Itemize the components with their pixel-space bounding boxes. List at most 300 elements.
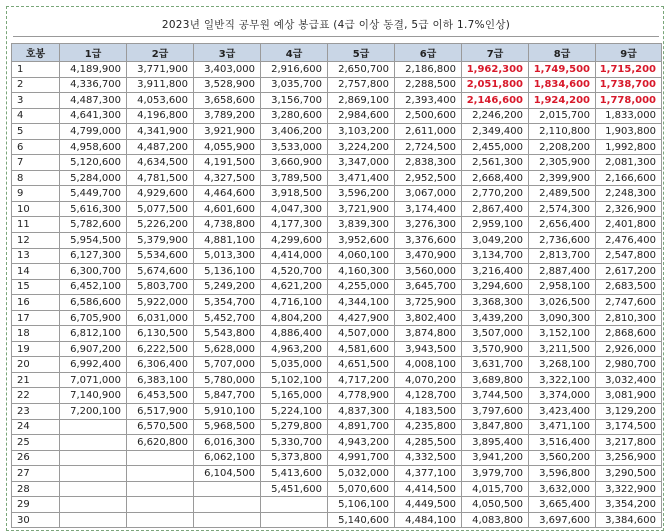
salary-cell: 3,268,100 (529, 357, 596, 373)
salary-cell: 3,528,900 (194, 77, 261, 93)
salary-cell: 3,294,600 (462, 279, 529, 295)
salary-cell: 5,847,700 (194, 388, 261, 404)
salary-cell (60, 497, 127, 513)
salary-cell: 5,136,100 (194, 264, 261, 280)
step-cell: 14 (12, 264, 60, 280)
table-row (12, 481, 662, 497)
salary-cell: 3,697,600 (529, 512, 596, 528)
salary-cell: 3,035,700 (261, 77, 328, 93)
salary-cell: 2,980,700 (596, 357, 662, 373)
salary-cell: 3,174,400 (395, 201, 462, 217)
salary-cell: 3,224,200 (328, 139, 395, 155)
table-row (12, 341, 662, 357)
salary-cell: 6,586,600 (60, 295, 127, 311)
salary-cell: 3,943,500 (395, 341, 462, 357)
salary-cell: 6,907,200 (60, 341, 127, 357)
header-grade-1: 1급 (60, 44, 127, 62)
salary-cell: 2,110,800 (529, 124, 596, 140)
salary-cell: 4,189,900 (60, 62, 127, 78)
salary-cell: 4,341,900 (127, 124, 194, 140)
salary-cell: 6,812,100 (60, 326, 127, 342)
salary-cell: 2,958,100 (529, 279, 596, 295)
salary-cell: 4,047,300 (261, 201, 328, 217)
step-cell: 17 (12, 310, 60, 326)
table-row (12, 170, 662, 186)
table-row (12, 372, 662, 388)
salary-cell: 2,724,500 (395, 139, 462, 155)
step-cell: 18 (12, 326, 60, 342)
salary-cell: 4,641,300 (60, 108, 127, 124)
salary-cell: 4,255,000 (328, 279, 395, 295)
salary-cell: 5,013,300 (194, 248, 261, 264)
salary-cell: 5,707,000 (194, 357, 261, 373)
salary-cell: 3,516,400 (529, 435, 596, 451)
salary-cell: 4,837,300 (328, 404, 395, 420)
salary-cell: 4,804,200 (261, 310, 328, 326)
table-row (12, 108, 662, 124)
salary-cell: 2,867,400 (462, 201, 529, 217)
salary-cell: 4,083,800 (462, 512, 529, 528)
salary-cell (60, 512, 127, 528)
header-grade-8: 8급 (529, 44, 596, 62)
salary-cell: 2,869,100 (328, 93, 395, 109)
salary-cell: 2,952,500 (395, 170, 462, 186)
salary-cell: 3,174,500 (596, 419, 662, 435)
salary-cell: 3,918,500 (261, 186, 328, 202)
header-grade-3: 3급 (194, 44, 261, 62)
salary-cell: 4,449,500 (395, 497, 462, 513)
salary-cell: 3,026,500 (529, 295, 596, 311)
step-cell: 25 (12, 435, 60, 451)
salary-cell: 2,887,400 (529, 264, 596, 280)
salary-cell: 3,374,000 (529, 388, 596, 404)
step-cell: 19 (12, 341, 60, 357)
salary-cell: 5,413,600 (261, 466, 328, 482)
step-cell: 29 (12, 497, 60, 513)
header-grade-6: 6급 (395, 44, 462, 62)
salary-cell: 3,725,900 (395, 295, 462, 311)
step-cell: 23 (12, 404, 60, 420)
salary-cell: 5,910,100 (194, 404, 261, 420)
salary-cell: 3,789,500 (261, 170, 328, 186)
salary-cell: 2,166,600 (596, 170, 662, 186)
salary-cell: 5,249,200 (194, 279, 261, 295)
table-row (12, 435, 662, 451)
salary-cell: 3,156,700 (261, 93, 328, 109)
salary-cell: 2,617,200 (596, 264, 662, 280)
step-cell: 20 (12, 357, 60, 373)
step-cell: 11 (12, 217, 60, 233)
salary-cell: 4,427,900 (328, 310, 395, 326)
salary-cell: 4,487,300 (60, 93, 127, 109)
table-row (12, 310, 662, 326)
salary-cell: 5,032,000 (328, 466, 395, 482)
salary-cell: 5,452,700 (194, 310, 261, 326)
salary-cell: 2,984,600 (328, 108, 395, 124)
salary-cell: 5,226,200 (127, 217, 194, 233)
salary-cell: 5,035,000 (261, 357, 328, 373)
header-grade-2: 2급 (127, 44, 194, 62)
salary-cell: 6,130,500 (127, 326, 194, 342)
salary-cell: 5,373,800 (261, 450, 328, 466)
salary-cell (127, 481, 194, 497)
salary-cell: 5,543,800 (194, 326, 261, 342)
table-row (12, 326, 662, 342)
salary-cell: 1,834,600 (529, 77, 596, 93)
salary-cell: 2,683,500 (596, 279, 662, 295)
salary-cell: 4,487,200 (127, 139, 194, 155)
salary-cell: 4,053,600 (127, 93, 194, 109)
salary-table (11, 43, 662, 528)
salary-cell: 2,500,600 (395, 108, 462, 124)
salary-cell: 4,601,600 (194, 201, 261, 217)
salary-cell: 4,327,500 (194, 170, 261, 186)
salary-cell: 3,347,000 (328, 155, 395, 171)
salary-cell: 3,049,200 (462, 233, 529, 249)
salary-cell: 2,248,300 (596, 186, 662, 202)
salary-cell: 4,183,500 (395, 404, 462, 420)
table-row (12, 77, 662, 93)
step-cell: 24 (12, 419, 60, 435)
salary-cell (60, 481, 127, 497)
salary-cell: 2,476,400 (596, 233, 662, 249)
salary-cell: 3,152,100 (529, 326, 596, 342)
header-grade-9: 9급 (596, 44, 662, 62)
salary-cell: 6,383,100 (127, 372, 194, 388)
step-cell: 4 (12, 108, 60, 124)
salary-cell: 7,071,000 (60, 372, 127, 388)
step-cell: 30 (12, 512, 60, 528)
salary-cell: 3,596,200 (328, 186, 395, 202)
salary-cell: 3,658,600 (194, 93, 261, 109)
step-cell: 5 (12, 124, 60, 140)
salary-cell (60, 466, 127, 482)
salary-cell: 2,146,600 (462, 93, 529, 109)
salary-cell: 2,656,400 (529, 217, 596, 233)
table-row (12, 217, 662, 233)
salary-cell: 5,102,100 (261, 372, 328, 388)
salary-cell: 3,660,900 (261, 155, 328, 171)
salary-cell: 5,616,300 (60, 201, 127, 217)
salary-cell: 6,517,900 (127, 404, 194, 420)
salary-cell: 3,471,400 (328, 170, 395, 186)
salary-cell: 3,632,000 (529, 481, 596, 497)
salary-cell: 2,650,700 (328, 62, 395, 78)
salary-cell: 4,881,100 (194, 233, 261, 249)
salary-cell: 4,581,600 (328, 341, 395, 357)
salary-cell: 4,886,400 (261, 326, 328, 342)
salary-cell: 5,674,600 (127, 264, 194, 280)
salary-cell: 4,336,700 (60, 77, 127, 93)
salary-cell: 5,077,500 (127, 201, 194, 217)
salary-cell: 5,968,500 (194, 419, 261, 435)
header-grade-7: 7급 (462, 44, 529, 62)
table-row (12, 357, 662, 373)
salary-cell (194, 512, 261, 528)
salary-cell: 4,050,500 (462, 497, 529, 513)
header-step: 호봉 (12, 44, 60, 62)
table-row (12, 466, 662, 482)
salary-cell: 3,322,900 (596, 481, 662, 497)
salary-cell: 6,062,100 (194, 450, 261, 466)
salary-cell: 3,354,200 (596, 497, 662, 513)
salary-cell: 3,721,900 (328, 201, 395, 217)
salary-cell: 3,384,600 (596, 512, 662, 528)
salary-cell: 3,689,800 (462, 372, 529, 388)
salary-cell: 2,288,500 (395, 77, 462, 93)
table-row (12, 201, 662, 217)
salary-cell: 1,778,000 (596, 93, 662, 109)
salary-cell: 3,067,000 (395, 186, 462, 202)
table-row (12, 404, 662, 420)
salary-cell: 4,716,100 (261, 295, 328, 311)
salary-cell: 3,941,200 (462, 450, 529, 466)
step-cell: 26 (12, 450, 60, 466)
salary-cell: 4,484,100 (395, 512, 462, 528)
salary-cell: 3,979,700 (462, 466, 529, 482)
salary-cell: 2,349,400 (462, 124, 529, 140)
salary-cell: 2,015,700 (529, 108, 596, 124)
salary-cell: 4,191,500 (194, 155, 261, 171)
salary-cell: 2,561,300 (462, 155, 529, 171)
table-row (12, 248, 662, 264)
salary-cell: 5,120,600 (60, 155, 127, 171)
salary-cell: 2,455,000 (462, 139, 529, 155)
step-cell: 6 (12, 139, 60, 155)
salary-cell: 3,507,000 (462, 326, 529, 342)
table-row (12, 497, 662, 513)
salary-cell: 4,929,600 (127, 186, 194, 202)
salary-cell: 3,032,400 (596, 372, 662, 388)
salary-cell: 4,332,500 (395, 450, 462, 466)
salary-cell: 3,081,900 (596, 388, 662, 404)
salary-cell: 4,738,800 (194, 217, 261, 233)
step-cell: 2 (12, 77, 60, 93)
step-cell: 15 (12, 279, 60, 295)
salary-cell: 4,344,100 (328, 295, 395, 311)
salary-cell: 4,778,900 (328, 388, 395, 404)
salary-cell: 4,015,700 (462, 481, 529, 497)
step-cell: 8 (12, 170, 60, 186)
salary-cell: 3,290,500 (596, 466, 662, 482)
step-cell: 27 (12, 466, 60, 482)
salary-cell: 6,620,800 (127, 435, 194, 451)
salary-cell: 1,715,200 (596, 62, 662, 78)
salary-cell (127, 497, 194, 513)
salary-cell: 3,560,000 (395, 264, 462, 280)
salary-cell: 6,570,500 (127, 419, 194, 435)
table-row (12, 450, 662, 466)
salary-cell: 3,280,600 (261, 108, 328, 124)
salary-cell: 2,747,600 (596, 295, 662, 311)
salary-cell: 3,631,700 (462, 357, 529, 373)
salary-cell: 5,922,000 (127, 295, 194, 311)
salary-cell: 3,406,200 (261, 124, 328, 140)
salary-cell: 2,926,000 (596, 341, 662, 357)
salary-cell: 5,782,600 (60, 217, 127, 233)
salary-cell: 5,379,900 (127, 233, 194, 249)
step-cell: 21 (12, 372, 60, 388)
salary-cell (127, 512, 194, 528)
salary-cell (60, 419, 127, 435)
salary-cell: 3,423,400 (529, 404, 596, 420)
salary-cell: 2,393,400 (395, 93, 462, 109)
salary-cell: 3,533,000 (261, 139, 328, 155)
salary-cell: 6,452,100 (60, 279, 127, 295)
salary-cell: 4,943,200 (328, 435, 395, 451)
salary-cell: 6,222,500 (127, 341, 194, 357)
salary-cell: 3,797,600 (462, 404, 529, 420)
salary-cell: 1,738,700 (596, 77, 662, 93)
salary-cell: 3,895,400 (462, 435, 529, 451)
salary-cell: 2,081,300 (596, 155, 662, 171)
salary-cell: 3,771,900 (127, 62, 194, 78)
salary-cell: 4,377,100 (395, 466, 462, 482)
step-cell: 7 (12, 155, 60, 171)
salary-cell: 3,256,900 (596, 450, 662, 466)
salary-cell: 3,789,200 (194, 108, 261, 124)
salary-cell: 5,534,600 (127, 248, 194, 264)
salary-cell: 2,326,900 (596, 201, 662, 217)
salary-cell (194, 481, 261, 497)
salary-cell: 3,368,300 (462, 295, 529, 311)
salary-cell: 3,439,200 (462, 310, 529, 326)
salary-cell: 3,276,300 (395, 217, 462, 233)
step-cell: 28 (12, 481, 60, 497)
salary-cell (194, 497, 261, 513)
salary-cell: 3,570,900 (462, 341, 529, 357)
salary-cell: 4,507,000 (328, 326, 395, 342)
step-cell: 3 (12, 93, 60, 109)
table-row (12, 512, 662, 528)
salary-cell: 4,634,500 (127, 155, 194, 171)
table-row (12, 155, 662, 171)
salary-cell: 2,208,200 (529, 139, 596, 155)
salary-cell: 3,744,500 (462, 388, 529, 404)
salary-cell: 5,284,000 (60, 170, 127, 186)
header-row (12, 44, 662, 62)
step-cell: 9 (12, 186, 60, 202)
salary-cell: 2,401,800 (596, 217, 662, 233)
salary-cell: 6,306,400 (127, 357, 194, 373)
salary-cell: 2,246,200 (462, 108, 529, 124)
salary-cell: 4,891,700 (328, 419, 395, 435)
salary-cell: 5,451,600 (261, 481, 328, 497)
salary-cell: 4,520,700 (261, 264, 328, 280)
table-row (12, 186, 662, 202)
salary-cell (261, 512, 328, 528)
salary-cell: 3,129,200 (596, 404, 662, 420)
salary-cell: 7,140,900 (60, 388, 127, 404)
salary-cell: 5,165,000 (261, 388, 328, 404)
salary-cell: 3,376,600 (395, 233, 462, 249)
salary-cell: 2,668,400 (462, 170, 529, 186)
salary-cell: 5,279,800 (261, 419, 328, 435)
salary-cell: 2,611,000 (395, 124, 462, 140)
salary-cell: 4,799,000 (60, 124, 127, 140)
table-title: 2023년 일반직 공무원 예상 봉급표 (4급 이상 동결, 5급 이하 1.7%인상) (13, 15, 659, 37)
salary-cell: 3,211,500 (529, 341, 596, 357)
salary-cell: 2,813,700 (529, 248, 596, 264)
salary-cell: 2,916,600 (261, 62, 328, 78)
salary-cell: 4,128,700 (395, 388, 462, 404)
salary-cell: 4,717,200 (328, 372, 395, 388)
salary-cell: 2,810,300 (596, 310, 662, 326)
salary-cell: 3,645,700 (395, 279, 462, 295)
salary-cell: 4,991,700 (328, 450, 395, 466)
salary-cell: 1,924,200 (529, 93, 596, 109)
table-row (12, 139, 662, 155)
salary-cell: 4,060,100 (328, 248, 395, 264)
salary-cell: 5,140,600 (328, 512, 395, 528)
salary-cell: 4,651,500 (328, 357, 395, 373)
header-grade-4: 4급 (261, 44, 328, 62)
salary-cell: 2,051,800 (462, 77, 529, 93)
salary-cell: 6,453,500 (127, 388, 194, 404)
salary-cell: 4,414,000 (261, 248, 328, 264)
salary-cell: 5,106,100 (328, 497, 395, 513)
salary-cell: 1,903,800 (596, 124, 662, 140)
salary-cell: 4,196,800 (127, 108, 194, 124)
table-row (12, 233, 662, 249)
salary-cell: 3,403,000 (194, 62, 261, 78)
salary-cell: 6,705,900 (60, 310, 127, 326)
salary-cell: 1,749,500 (529, 62, 596, 78)
salary-cell: 5,070,600 (328, 481, 395, 497)
salary-cell: 2,757,800 (328, 77, 395, 93)
salary-cell: 4,235,800 (395, 419, 462, 435)
salary-cell: 5,330,700 (261, 435, 328, 451)
salary-cell: 3,103,200 (328, 124, 395, 140)
step-cell: 1 (12, 62, 60, 78)
salary-cell: 3,952,600 (328, 233, 395, 249)
salary-cell: 6,992,400 (60, 357, 127, 373)
salary-cell (60, 450, 127, 466)
salary-cell: 6,104,500 (194, 466, 261, 482)
table-row (12, 264, 662, 280)
salary-cell: 2,959,100 (462, 217, 529, 233)
table-row (12, 419, 662, 435)
salary-cell: 1,962,300 (462, 62, 529, 78)
salary-cell: 4,160,300 (328, 264, 395, 280)
salary-cell: 2,399,900 (529, 170, 596, 186)
salary-cell: 2,736,600 (529, 233, 596, 249)
salary-cell: 4,285,500 (395, 435, 462, 451)
salary-cell: 4,008,100 (395, 357, 462, 373)
step-cell: 13 (12, 248, 60, 264)
salary-cell: 3,921,900 (194, 124, 261, 140)
salary-cell: 4,958,600 (60, 139, 127, 155)
salary-cell: 3,596,800 (529, 466, 596, 482)
salary-cell: 4,414,500 (395, 481, 462, 497)
salary-cell: 5,628,000 (194, 341, 261, 357)
table-row (12, 62, 662, 78)
salary-cell: 5,780,000 (194, 372, 261, 388)
spreadsheet-area (6, 6, 664, 531)
salary-cell: 5,449,700 (60, 186, 127, 202)
salary-cell: 6,300,700 (60, 264, 127, 280)
salary-cell: 2,868,600 (596, 326, 662, 342)
salary-cell: 3,839,300 (328, 217, 395, 233)
table-row (12, 124, 662, 140)
table-body (12, 62, 662, 528)
salary-cell: 2,770,200 (462, 186, 529, 202)
salary-cell: 2,186,800 (395, 62, 462, 78)
salary-cell (261, 497, 328, 513)
table-row (12, 93, 662, 109)
salary-cell: 7,200,100 (60, 404, 127, 420)
salary-cell: 1,992,800 (596, 139, 662, 155)
